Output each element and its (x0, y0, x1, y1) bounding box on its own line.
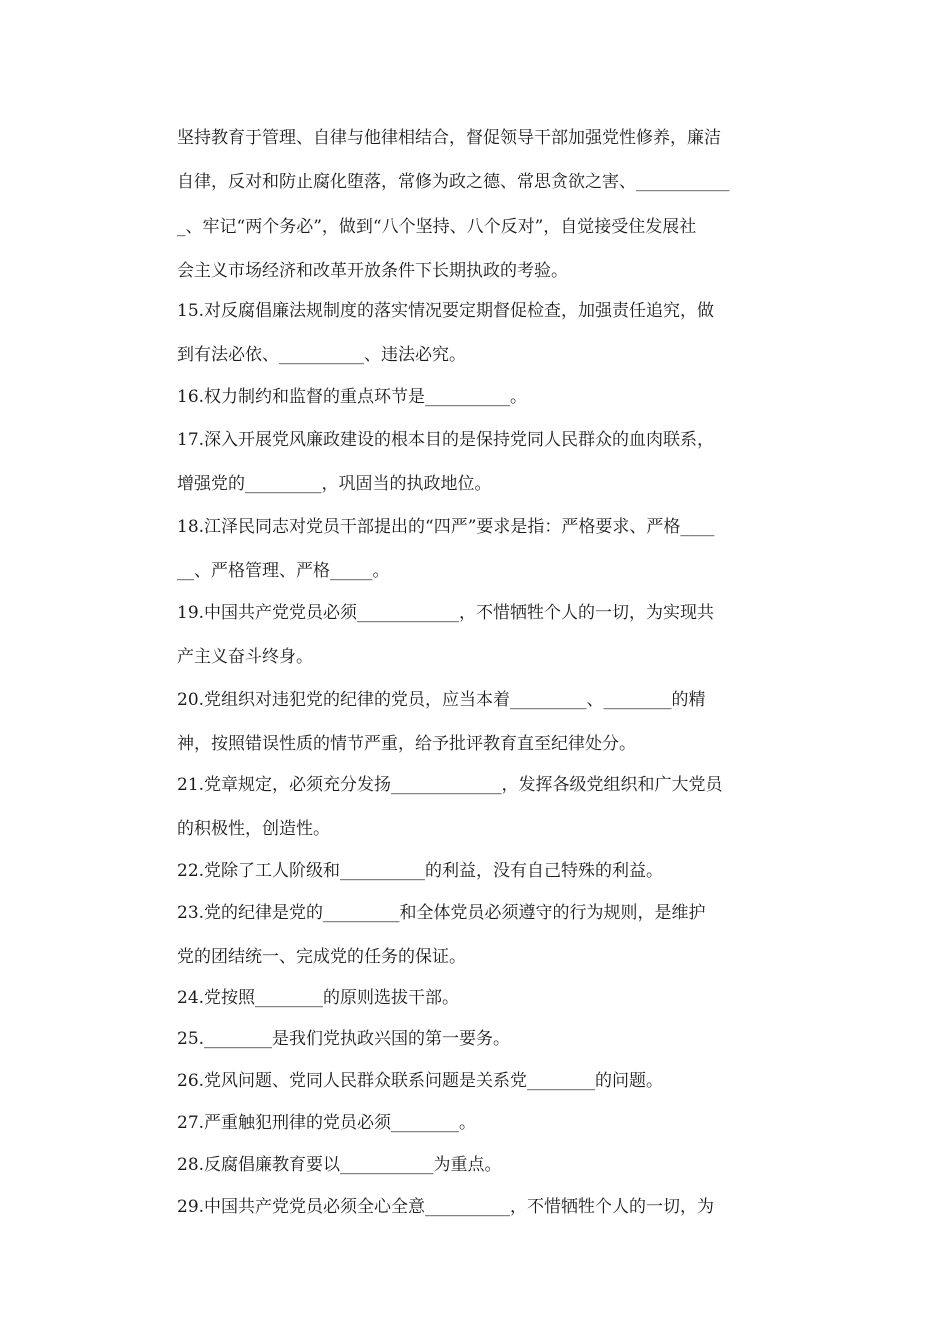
question-23: 23.党的纪律是党的_________和全体党员必须遵守的行为规则，是维护 (177, 903, 706, 923)
text-line: 神，按照错误性质的情节严重，给予批评教育直至纪律处分。 (177, 734, 636, 754)
question-17: 17.深入开展党风廉政建设的根本目的是保持党同人民群众的血肉联系， (177, 430, 715, 450)
question-21: 21.党章规定，必须充分发扬_____________，发挥各级党组织和广大党员 (177, 775, 723, 795)
question-28: 28.反腐倡廉教育要以___________为重点。 (177, 1155, 502, 1175)
question-20: 20.党组织对违犯党的纪律的党员，应当本着_________、________的精 (177, 690, 706, 710)
text-line: 产主义奋斗终身。 (177, 647, 313, 667)
text-line: 增强党的_________，巩固当的执政地位。 (177, 474, 492, 494)
question-24: 24.党按照________的原则选拔干部。 (177, 988, 460, 1008)
question-18: 18.江泽民同志对党员干部提出的“四严”要求是指：严格要求、严格____ (177, 517, 715, 537)
question-19: 19.中国共产党党员必须____________，不惜牺牲个人的一切，为实现共 (177, 603, 715, 623)
question-16: 16.权力制约和监督的重点环节是__________。 (177, 387, 528, 407)
text-line: _、牢记“两个务必”，做到“八个坚持、八个反对”，自觉接受住发展社 (177, 217, 697, 237)
question-25: 25.________是我们党执政兴国的第一要务。 (177, 1029, 511, 1049)
question-29: 29.中国共产党党员必须全心全意__________，不惜牺牲个人的一切，为 (177, 1197, 715, 1217)
text-line: 的积极性，创造性。 (177, 819, 330, 839)
text-line: 到有法必依、__________、违法必究。 (177, 345, 466, 365)
text-line: __、严格管理、严格_____。 (177, 561, 390, 581)
text-line: 坚持教育于管理、自律与他律相结合，督促领导干部加强党性修养，廉洁 (177, 128, 721, 148)
question-26: 26.党风问题、党同人民群众联系问题是关系党________的问题。 (177, 1071, 664, 1091)
text-line: 会主义市场经济和改革开放条件下长期执政的考验。 (177, 261, 568, 281)
question-22: 22.党除了工人阶级和__________的利益，没有自己特殊的利益。 (177, 861, 664, 881)
question-15: 15.对反腐倡廉法规制度的落实情况要定期督促检查，加强责任追究，做 (177, 301, 715, 321)
text-line: 党的团结统一、完成党的任务的保证。 (177, 947, 466, 967)
text-line: 自律，反对和防止腐化堕落，常修为政之德、常思贪欲之害、___________ (177, 172, 730, 192)
question-27: 27.严重触犯刑律的党员必须________。 (177, 1113, 477, 1133)
